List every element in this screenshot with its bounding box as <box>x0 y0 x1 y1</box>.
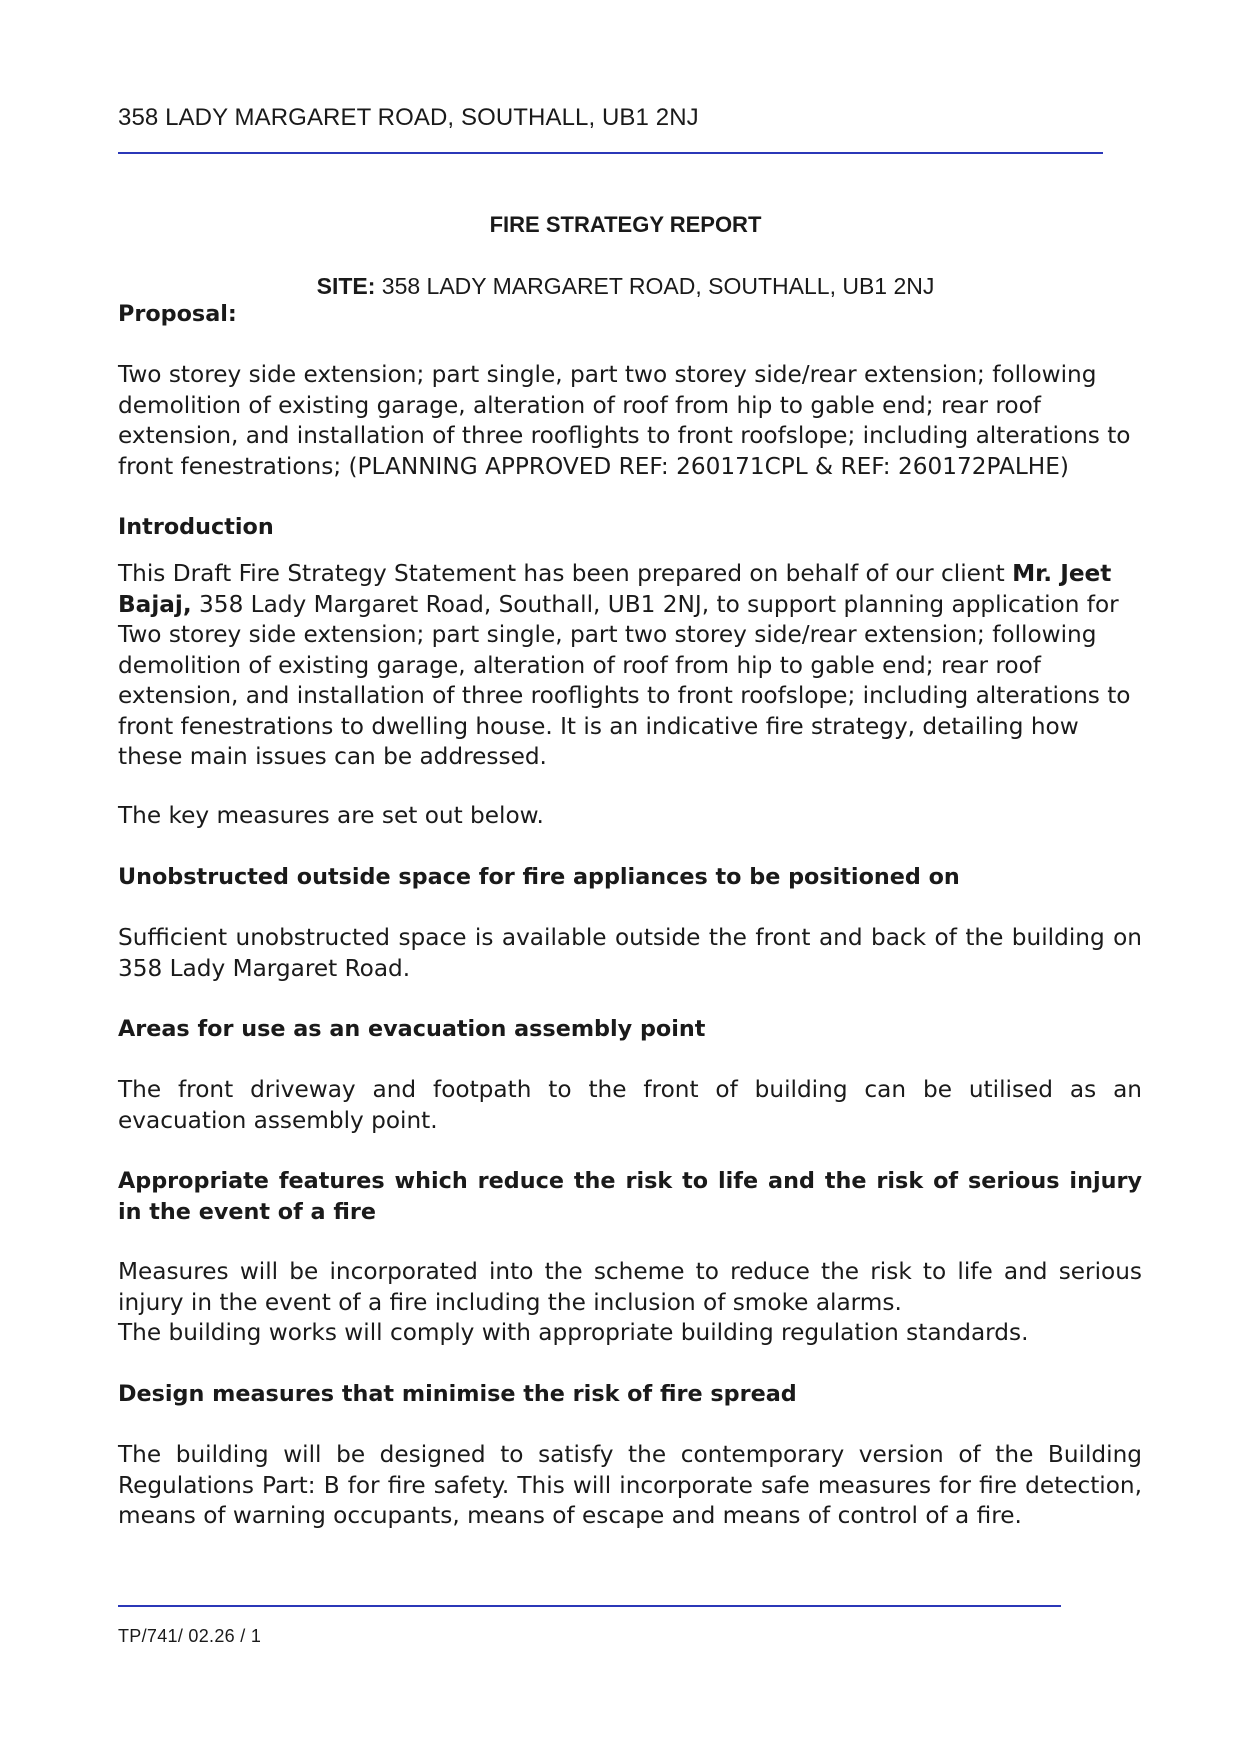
footer-divider <box>118 1605 1061 1607</box>
section-2-heading-block <box>118 1014 1142 1045</box>
section-text: The front driveway and footpath to the front of building can be utilised as an evacuation assembly point. <box>118 1076 1142 1134</box>
key-measures-text: The key measures are set out below. <box>118 802 544 829</box>
section-1-text-block <box>118 923 1142 984</box>
proposal-text-block <box>118 360 1142 482</box>
intro-text-before: This Draft Fire Strategy Statement has been prepared on behalf of our client <box>118 560 1013 587</box>
report-title: FIRE STRATEGY REPORT <box>489 212 762 237</box>
introduction-text-block <box>118 559 1142 773</box>
section-text: The building will be designed to satisfy the contemporary version of the Building Regulations Part: B for fire safety. This will incorporate safe measures for fire detection, means of warning occupants, means of escape and means of control of a fire. <box>118 1441 1142 1529</box>
introduction-text <box>118 559 1142 773</box>
site-label: SITE: <box>316 273 376 299</box>
running-header-address: 358 LADY MARGARET ROAD, SOUTHALL, UB1 2NJ <box>118 104 699 131</box>
section-3-heading-block <box>118 1166 1142 1227</box>
section-text: Sufficient unobstructed space is available outside the front and back of the building on 358 Lady Margaret Road. <box>118 924 1142 982</box>
site-address: 358 LADY MARGARET ROAD, SOUTHALL, UB1 2NJ <box>375 273 935 299</box>
introduction-heading: Introduction <box>118 514 274 540</box>
header-divider <box>118 152 1103 154</box>
section-text-2: The building works will comply with appropriate building regulation standards. <box>118 1319 1029 1346</box>
intro-text-after: 358 Lady Margaret Road, Southall, UB1 2NJ, to support planning application for Two storey side extension; part single, part two storey side/rear extension; following demolition of existing garage, alteration of roof from hip to gable end; rear roof extension, and installation of three rooflights to front roofslope; including alterations to front fenestrations to dwelling house. It is an indicative fire strategy, detailing how these main issues can be addressed. <box>118 590 1131 770</box>
introduction-heading-block <box>118 512 1142 543</box>
section-heading: Areas for use as an evacuation assembly point <box>118 1016 706 1042</box>
section-heading: Unobstructed outside space for fire appliances to be positioned on <box>118 864 960 890</box>
section-2-text-block <box>118 1075 1142 1136</box>
client-name: Mr. Jeet Bajaj, <box>118 560 1112 618</box>
section-4-heading-block <box>118 1379 1142 1410</box>
proposal-heading: Proposal: <box>118 301 237 327</box>
section-heading: Design measures that minimise the risk of fire spread <box>118 1381 797 1407</box>
section-1-heading-block <box>118 862 1142 893</box>
section-text: Measures will be incorporated into the scheme to reduce the risk to life and serious injury in the event of a fire including the inclusion of smoke alarms. <box>118 1258 1142 1316</box>
footer-reference: TP/741/ 02.26 / 1 <box>118 1626 262 1646</box>
key-measures-block <box>118 801 1142 832</box>
site-line <box>0 273 1241 300</box>
proposal-text: Two storey side extension; part single, part two storey side/rear extension; following demolition of existing garage, alteration of roof from hip to gable end; rear roof extension, and installation of three rooflights to front roofslope; including alterations to front fenestrations; (PLANNING APPROVED REF: 260171CPL & REF: 260172PALHE) <box>118 361 1131 480</box>
section-4-text-block <box>118 1440 1142 1532</box>
section-3-text-block <box>118 1257 1142 1349</box>
section-heading: Appropriate features which reduce the risk to life and the risk of serious injury in the event of a fire <box>118 1168 1142 1225</box>
proposal-heading-block <box>118 299 1142 330</box>
